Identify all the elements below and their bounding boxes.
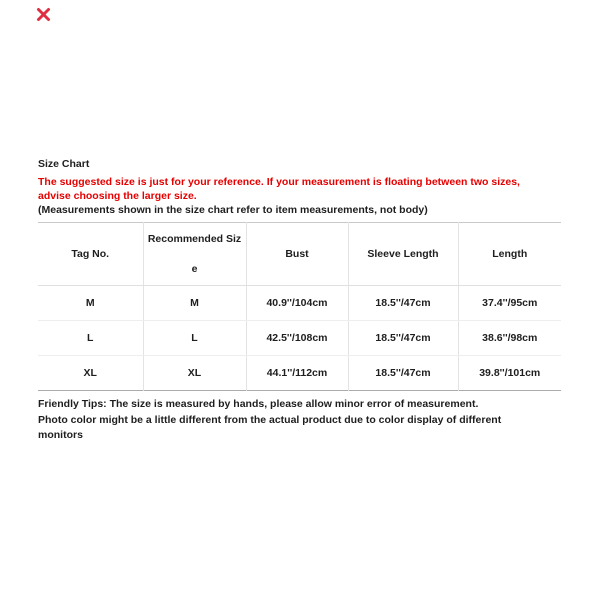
cell-tag: L — [38, 321, 143, 356]
col-header-sleeve-length: Sleeve Length — [348, 223, 458, 286]
cell-bust: 44.1''/112cm — [246, 356, 348, 391]
cell-recommended: M — [143, 286, 246, 321]
cell-length: 39.8''/101cm — [479, 367, 541, 379]
col-header-recommended-size — [143, 223, 246, 286]
col-header-recommended-size-line1: Recommended Siz — [147, 233, 242, 245]
warning-line-1: The suggested size is just for your reference. If your measurement is floating between two sizes, — [38, 176, 520, 188]
table-row-m — [38, 286, 561, 321]
measurement-note: (Measurements shown in the size chart refer to item measurements, not body) — [38, 204, 428, 216]
col-header-bust: Bust — [246, 223, 348, 286]
cell-recommended: L — [143, 321, 246, 356]
page-title: Size Chart — [38, 158, 90, 170]
broken-image-x-icon — [36, 7, 51, 22]
table-row-xl — [38, 356, 561, 391]
table-row-l — [38, 321, 561, 356]
cell-sleeve-length: 18.5''/47cm — [348, 356, 458, 391]
cell-length: 38.6''/98cm — [458, 321, 561, 356]
warning-text — [38, 176, 578, 203]
tips-text — [38, 397, 583, 442]
cell-tag: XL — [38, 356, 143, 391]
cell-length: 37.4''/95cm — [458, 286, 561, 321]
cell-tag: M — [38, 286, 143, 321]
cell-sleeve-length: 18.5''/47cm — [348, 286, 458, 321]
col-header-length: Length — [458, 223, 561, 286]
size-table — [38, 222, 561, 391]
cell-bust: 40.9''/104cm — [246, 286, 348, 321]
cell-bust: 42.5''/108cm — [246, 321, 348, 356]
warning-line-2: advise choosing the larger size. — [38, 189, 197, 202]
cell-sleeve-length: 18.5''/47cm — [348, 321, 458, 356]
tips-line-2: Photo color might be a little different from the actual product due to color display of different — [38, 413, 502, 426]
tips-line-3-clipped: monitors — [38, 429, 83, 441]
cell-recommended: XL — [143, 356, 246, 391]
col-header-tag-no: Tag No. — [38, 223, 143, 286]
col-header-recommended-size-line2: e — [191, 263, 198, 275]
header-row — [38, 223, 561, 286]
tips-line-1: Friendly Tips: The size is measured by hands, please allow minor error of measurement. — [38, 398, 479, 410]
